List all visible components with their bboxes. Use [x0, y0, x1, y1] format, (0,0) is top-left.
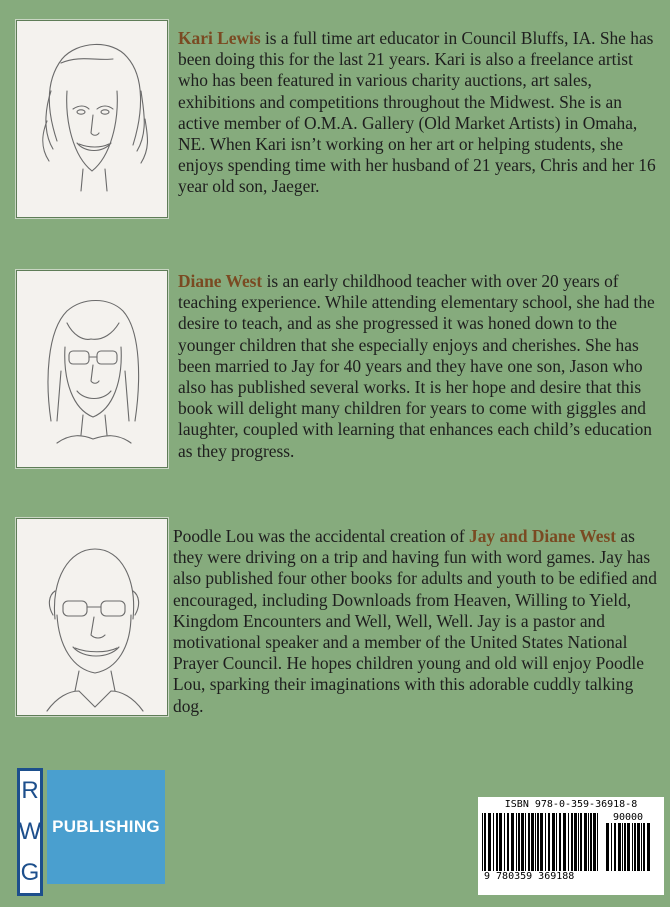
barcode-bar: [507, 813, 509, 871]
barcode-bar: [556, 813, 557, 871]
barcode-bar: [614, 823, 616, 871]
barcode-bar: [540, 813, 543, 871]
barcode-bar: [568, 813, 569, 871]
barcode-bar: [535, 813, 536, 871]
barcode-bar: [597, 813, 598, 871]
barcode-bar: [563, 813, 566, 871]
isbn-number: ISBN 978-0-359-36918-8: [504, 799, 638, 810]
bio-text: is an early childhood teacher with over 20 years of teaching experience. While attending elementary school, she had the desire to teach, and as she progressed it was honed down to the younger children that she especially enjoys and cherishes. She has been married to Jay for 40 years and they have one son, Jason who also has published several works. It is her hope and desire that this book will delight many children for years to come with giggles and laughter, coupled with learning that enhances each child’s education as they progress.: [178, 271, 655, 461]
barcode-bar: [493, 813, 494, 871]
bio-jay-west: [173, 526, 663, 717]
publisher-name: PUBLISHING: [52, 817, 160, 836]
diane-west-sketch-icon: [17, 271, 167, 467]
barcode-bar: [496, 813, 498, 871]
barcode-bar: [588, 813, 589, 871]
barcode-bar: [578, 813, 579, 871]
barcode-bar: [521, 813, 524, 871]
barcode-bar: [574, 813, 577, 871]
barcode-bar: [571, 813, 573, 871]
bio-prefix: Poodle Lou was the accidental creation of: [173, 526, 470, 546]
bio-text: is a full time art educator in Council Bluffs, IA. She has been doing this for the last 21 years. Kari is also a freelance artist who has been featured in various charity auctions, art sales, exhibitions and competitions throughout the Midwest. She is an active member of O.M.A. Gallery (Old Market Artists) in Omaha, NE. When Kari isn’t working on her art or helping students, she enjoys spending time with her husband of 21 years, Chris and her 16 year old son, Jaeger.: [178, 28, 656, 197]
barcode-bar: [504, 813, 505, 871]
barcode-bar: [559, 813, 561, 871]
barcode-bar: [643, 823, 645, 871]
jay-west-sketch-icon: [17, 519, 167, 715]
barcode-bar: [518, 813, 520, 871]
barcode-bar: [552, 813, 555, 871]
barcode-bar: [548, 813, 550, 871]
barcode-bar: [516, 813, 517, 871]
barcode-bar: [622, 823, 623, 871]
barcode-bar: [590, 813, 592, 871]
logo-letter: W: [18, 817, 42, 845]
portrait-kari-lewis: [16, 20, 168, 218]
publisher-logo: [17, 768, 165, 896]
bio-name: Kari Lewis: [178, 28, 261, 48]
barcode-bar: [482, 813, 483, 871]
barcode-bar: [528, 813, 530, 871]
barcode-bar: [624, 823, 626, 871]
barcode-bar: [499, 813, 502, 871]
barcode-bar: [511, 813, 514, 871]
barcode-bar: [484, 813, 486, 871]
barcode-bar: [634, 823, 636, 871]
portrait-diane-west: [16, 270, 168, 468]
barcode-addon-bars-icon: [606, 823, 650, 871]
barcode-bar: [647, 823, 650, 871]
ean-number: 9 780359 369188: [484, 871, 575, 882]
barcode-bar: [627, 823, 630, 871]
publisher-logo-letters: [17, 768, 43, 896]
barcode-bar: [488, 813, 491, 871]
barcode-bars-icon: [482, 813, 600, 871]
barcode-bar: [637, 823, 640, 871]
portrait-jay-west: [16, 518, 168, 716]
isbn-barcode: [478, 797, 664, 895]
barcode-bar: [537, 813, 539, 871]
logo-letter: R: [21, 777, 39, 805]
barcode-bar: [618, 823, 621, 871]
barcode-bar: [580, 813, 582, 871]
barcode-bar: [525, 813, 526, 871]
publisher-logo-panel: [47, 770, 165, 884]
barcode-bar: [545, 813, 546, 871]
logo-letter: G: [20, 858, 40, 886]
barcode-addon-number: 90000: [612, 812, 644, 823]
barcode-bar: [632, 823, 633, 871]
bio-name: Jay and Diane West: [469, 526, 617, 546]
barcode-bar: [606, 823, 609, 871]
bio-diane-west: [178, 271, 662, 462]
bio-name: Diane West: [178, 271, 263, 291]
barcode-bar: [593, 813, 596, 871]
barcode-bar: [641, 823, 642, 871]
barcode-bar: [531, 813, 534, 871]
bio-kari-lewis: [178, 28, 662, 198]
kari-lewis-sketch-icon: [17, 21, 167, 217]
barcode-bar: [584, 813, 587, 871]
bio-text: as they were driving on a trip and having fun with word games. Jay has also published four other books for adults and youth to be edified and encouraged, including Downloads from Heaven, Willing to Yield, Kingdom Encounters and Well, Well, Well. Jay is a pastor and motivational speaker and a member of the United States National Prayer Council. He hopes children young and old will enjoy Poodle Lou, sparking their imaginations with this adorable cuddly talking dog.: [173, 526, 657, 716]
barcode-bar: [611, 823, 612, 871]
